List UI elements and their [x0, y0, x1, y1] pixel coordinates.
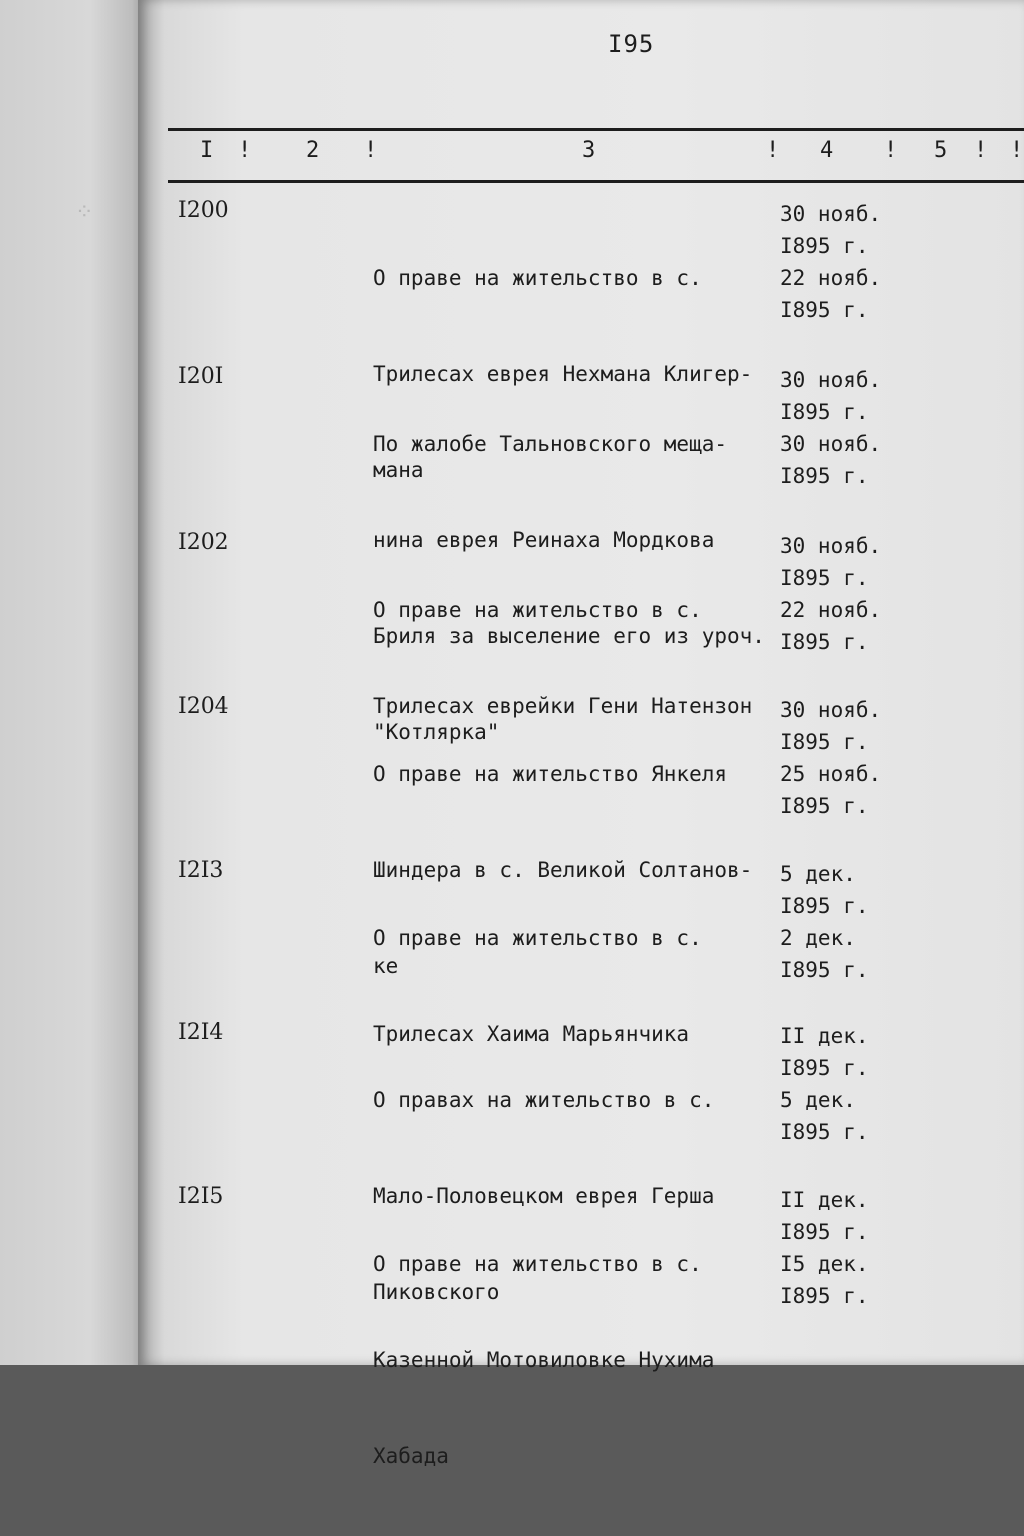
entry-title: О праве на жительство в с. Трилесах еврейки Гени Натензон [373, 598, 753, 718]
entry-dates: 30 нояб. I895 г. 25 нояб. I895 г. [780, 698, 882, 818]
entry-number: I2I4 [178, 1020, 224, 1045]
entry-number: I2I5 [178, 1184, 224, 1209]
entry-title: О правах на жительство в с. Мало-Половецком еврея Герша Пиковского [373, 1088, 715, 1304]
column-separator: ! [974, 138, 988, 163]
column-separator: ! [884, 138, 898, 163]
entry-dates: 30 нояб. I895 г. 30 нояб. I895 г. [780, 368, 882, 488]
entry-title: О праве на жительство Янкеля Шиндера в с. Великой Солтанов- ке [373, 762, 753, 978]
entry-dates: 30 нояб. I895 г. 22 нояб. I895 г. [780, 202, 882, 322]
previous-page-edge [0, 0, 150, 1365]
entry-dates: 5 дек. I895 г. 2 дек. I895 г. [780, 862, 869, 982]
entry-number: I202 [178, 530, 229, 555]
column-separator: ! [238, 138, 252, 163]
column-separator: ! [364, 138, 378, 163]
entry-number: I20I [178, 364, 224, 389]
header-rule-top [168, 128, 1024, 131]
entry-dates: 30 нояб. I895 г. 22 нояб. I895 г. [780, 534, 882, 654]
entry-dates: II дек. I895 г. I5 дек. I895 г. [780, 1188, 869, 1308]
entry-title: О праве на жительство в с. Трилесах еврея Нехмана Клигер- мана [373, 266, 753, 482]
entry-title: По жалобе Тальновского меща- нина еврея Реинаха Мордкова Бриля за выселение его из уроч. "Котлярка" [373, 432, 765, 744]
column-header-3: 3 [582, 138, 596, 163]
column-header-4: 4 [820, 138, 834, 163]
entry-title: О праве на жительство в с. Казенной Мотовиловке Нухима Хабада [373, 1252, 715, 1468]
column-header-2: 2 [306, 138, 320, 163]
column-header-1: I [200, 138, 214, 163]
entry-number: I2I3 [178, 858, 224, 883]
document-page [138, 0, 1024, 1468]
column-separator: ! [766, 138, 780, 163]
page-number: I95 [608, 30, 655, 58]
header-rule-bottom [168, 180, 1024, 183]
entry-number: I204 [178, 694, 229, 719]
bleed-through-mark: ⁘ [75, 200, 94, 225]
column-header-5: 5 [934, 138, 948, 163]
entry-dates: II дек. I895 г. 5 дек. I895 г. [780, 1024, 869, 1144]
column-separator: ! [1010, 138, 1024, 163]
entry-number: I200 [178, 198, 229, 223]
entry-title: О праве на жительство в с. Трилесах Хаима Марьянчика [373, 926, 702, 1046]
